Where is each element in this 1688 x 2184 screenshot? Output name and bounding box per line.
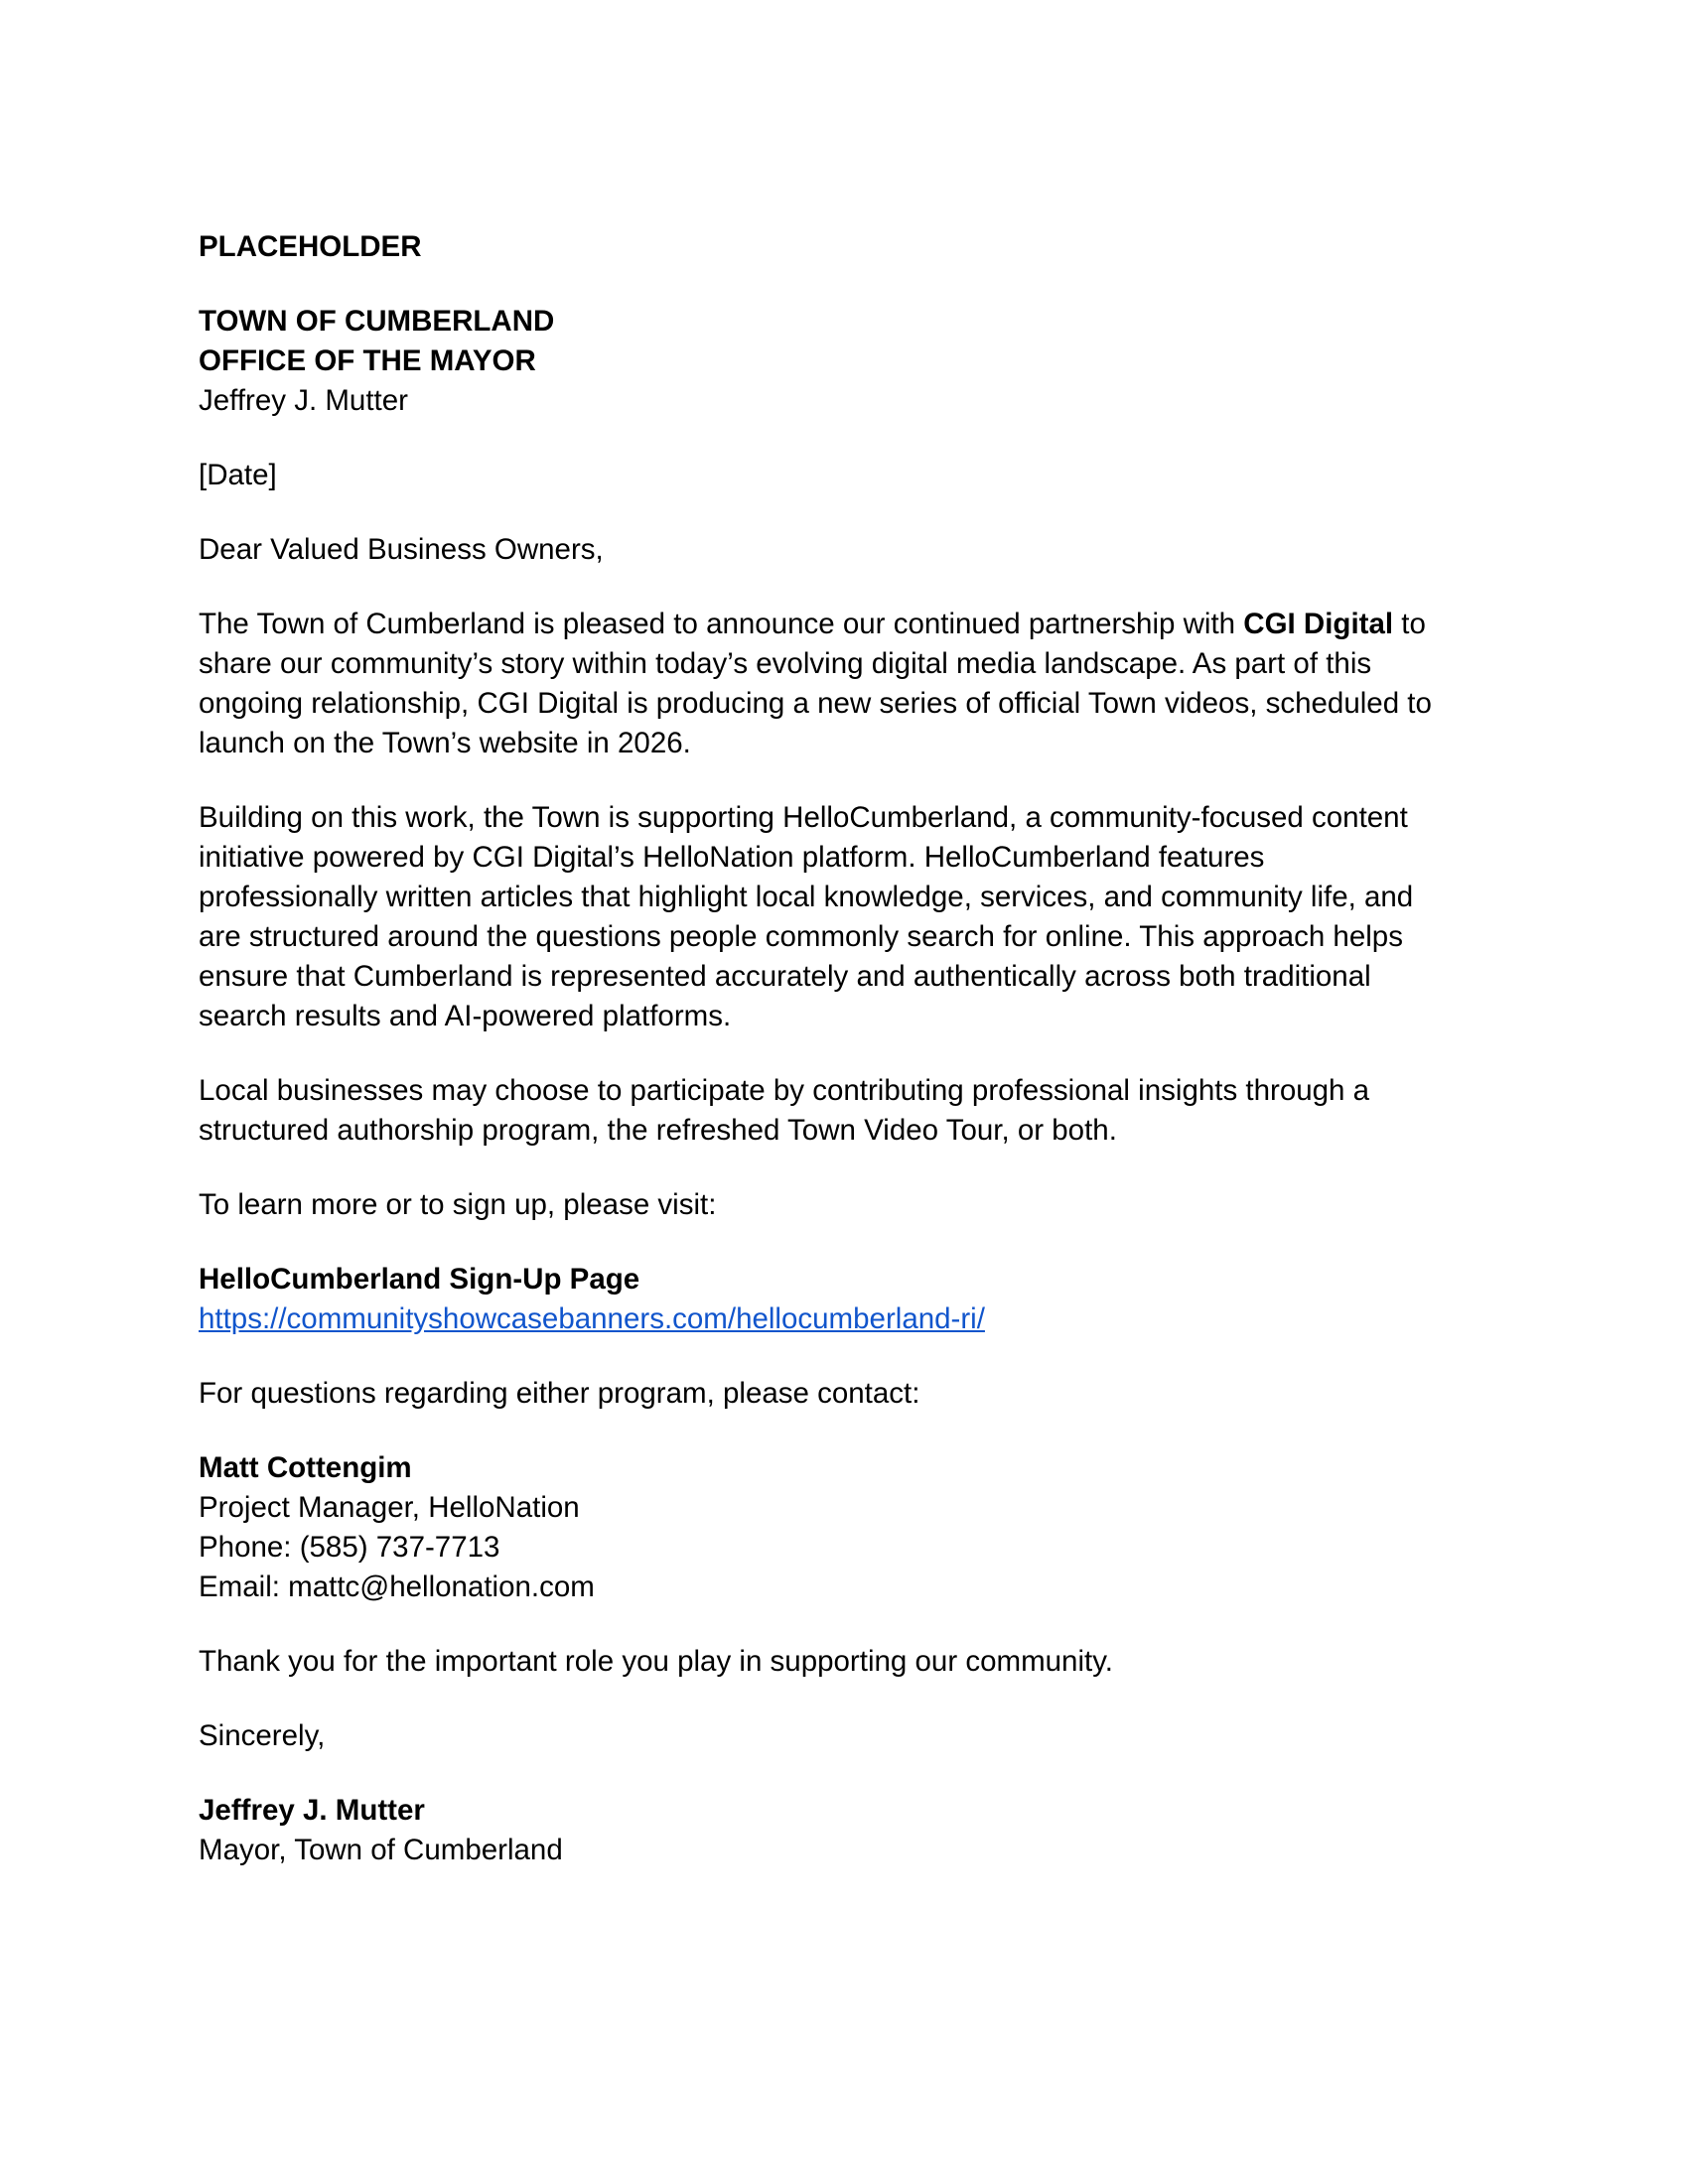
questions-line-line-1 (199, 1374, 1499, 1414)
text: Thank you for the important role you play in supporting our community. (199, 1645, 1113, 1678)
text: professionally written articles that highlight local knowledge, services, and community life, and (199, 881, 1414, 913)
text: structured authorship program, the refreshed Town Video Tour, or both. (199, 1114, 1117, 1147)
text: ongoing relationship, CGI Digital is producing a new series of official Town videos, scheduled to (199, 687, 1432, 720)
text: Project Manager, HelloNation (199, 1491, 580, 1524)
letterhead-line-2 (199, 341, 1499, 381)
questions-line (199, 1374, 1499, 1414)
contact-block-line-3 (199, 1528, 1499, 1568)
thanks-line (199, 1642, 1499, 1682)
text: To learn more or to sign up, please visit: (199, 1188, 717, 1221)
signature-block-line-1 (199, 1791, 1499, 1831)
text: Building on this work, the Town is supporting HelloCumberland, a community-focused content (199, 801, 1408, 834)
contact-block-line-2 (199, 1488, 1499, 1528)
text: launch on the Town’s website in 2026. (199, 727, 691, 759)
text: ensure that Cumberland is represented accurately and authentically across both traditional (199, 960, 1371, 993)
closing-line-line-1 (199, 1716, 1499, 1756)
bold-text: HelloCumberland Sign-Up Page (199, 1263, 640, 1296)
letter-body (199, 227, 1499, 1905)
paragraph-partnership-line-4 (199, 724, 1499, 763)
letterhead-line-3 (199, 381, 1499, 421)
learn-more-line (199, 1185, 1499, 1225)
paragraph-hellocumberland-line-4 (199, 917, 1499, 957)
text: [Date] (199, 459, 277, 491)
paragraph-partnership-line-3 (199, 684, 1499, 724)
paragraph-hellocumberland-line-5 (199, 957, 1499, 997)
learn-more-line-line-1 (199, 1185, 1499, 1225)
placeholder-heading (199, 227, 1499, 267)
text: to (1393, 608, 1426, 640)
letterhead-line-1 (199, 302, 1499, 341)
text: For questions regarding either program, please contact: (199, 1377, 920, 1410)
paragraph-hellocumberland-line-3 (199, 878, 1499, 917)
bold-text: Jeffrey J. Mutter (199, 1794, 425, 1827)
paragraph-partnership-line-2 (199, 644, 1499, 684)
text: Sincerely, (199, 1719, 326, 1752)
text: search results and AI-powered platforms. (199, 1000, 732, 1032)
signup-section-line-1 (199, 1260, 1499, 1299)
text: are structured around the questions people commonly search for online. This approach helps (199, 920, 1403, 953)
signup-link[interactable]: https://communityshowcasebanners.com/hellocumberland-ri/ (199, 1302, 985, 1335)
letterhead (199, 302, 1499, 421)
placeholder-heading-line-1 (199, 227, 1499, 267)
text: Local businesses may choose to participate by contributing professional insights through a (199, 1074, 1370, 1107)
text: Phone: (585) 737-7713 (199, 1531, 500, 1564)
date-placeholder (199, 456, 1499, 495)
paragraph-hellocumberland-line-2 (199, 838, 1499, 878)
text: The Town of Cumberland is pleased to announce our continued partnership with (199, 608, 1244, 640)
paragraph-partnership-line-1 (199, 605, 1499, 644)
date-placeholder-line-1 (199, 456, 1499, 495)
paragraph-participation-line-2 (199, 1111, 1499, 1151)
closing-line (199, 1716, 1499, 1756)
salutation-line-1 (199, 530, 1499, 570)
contact-block (199, 1448, 1499, 1607)
text: Mayor, Town of Cumberland (199, 1834, 563, 1866)
paragraph-hellocumberland-line-1 (199, 798, 1499, 838)
salutation (199, 530, 1499, 570)
paragraph-participation (199, 1071, 1499, 1151)
signature-block (199, 1791, 1499, 1870)
bold-text: PLACEHOLDER (199, 230, 422, 263)
paragraph-partnership (199, 605, 1499, 763)
paragraph-hellocumberland-line-6 (199, 997, 1499, 1036)
signature-block-line-2 (199, 1831, 1499, 1870)
paragraph-participation-line-1 (199, 1071, 1499, 1111)
bold-text: OFFICE OF THE MAYOR (199, 344, 536, 377)
paragraph-hellocumberland (199, 798, 1499, 1036)
bold-text: CGI Digital (1243, 608, 1394, 640)
bold-text: TOWN OF CUMBERLAND (199, 305, 555, 338)
contact-block-line-1 (199, 1448, 1499, 1488)
signup-section (199, 1260, 1499, 1339)
text: Jeffrey J. Mutter (199, 384, 408, 417)
contact-block-line-4 (199, 1568, 1499, 1607)
text: Dear Valued Business Owners, (199, 533, 604, 566)
bold-text: Matt Cottengim (199, 1451, 412, 1484)
text: Email: mattc@hellonation.com (199, 1570, 595, 1603)
thanks-line-line-1 (199, 1642, 1499, 1682)
text: share our community’s story within today’s evolving digital media landscape. As part of this (199, 647, 1372, 680)
signup-section-line-2 (199, 1299, 1499, 1339)
text: initiative powered by CGI Digital’s HelloNation platform. HelloCumberland features (199, 841, 1265, 874)
